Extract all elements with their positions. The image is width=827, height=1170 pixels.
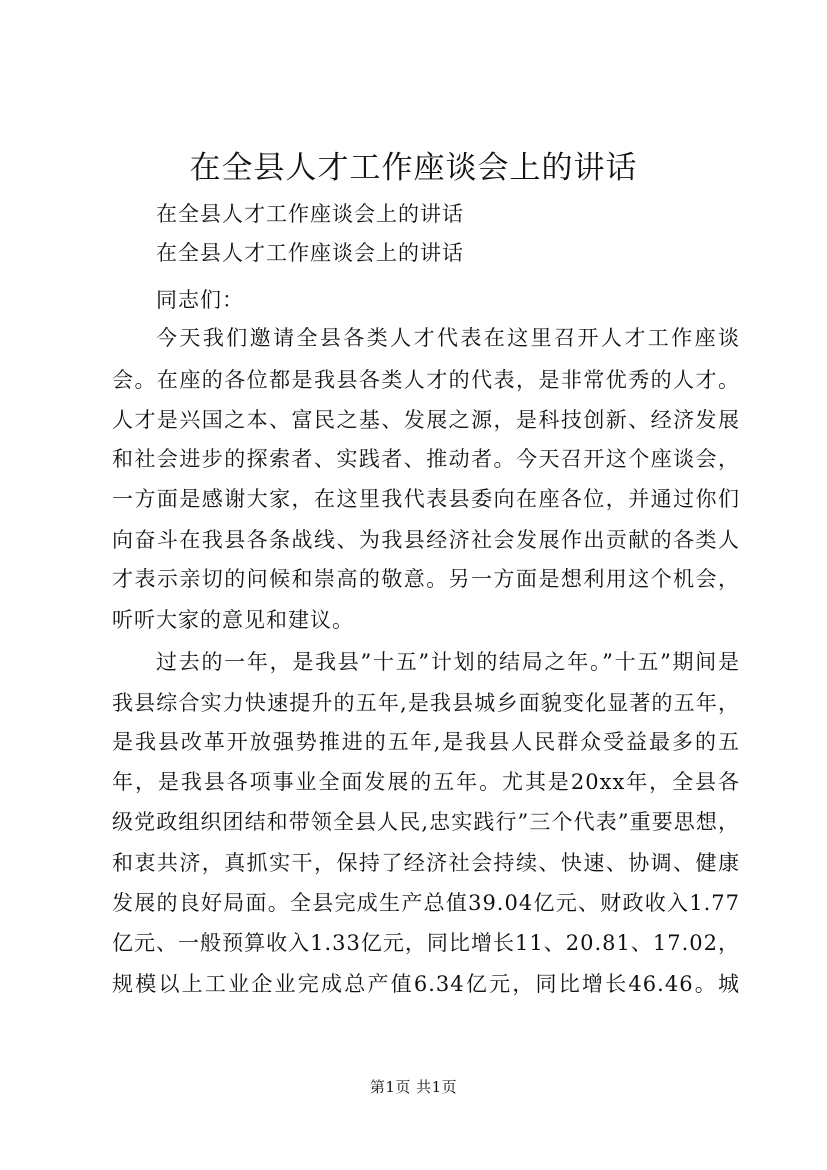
paragraph-line: 年，是我县各项事业全面发展的五年。尤其是20xx年，全县各 — [112, 770, 740, 794]
salutation: 同志们： — [156, 288, 244, 312]
paragraph-line: 我县综合实力快速提升的五年,是我县城乡面貌变化显著的五年， — [112, 691, 740, 715]
paragraph-line: 才表示亲切的问候和崇高的敬意。另一方面是想利用这个机会， — [112, 567, 740, 591]
page-number-footer: 第1页 共1页 — [369, 1078, 458, 1096]
paragraph-line: 级党政组织团结和带领全县人民,忠实践行”三个代表”重要思想， — [112, 810, 740, 834]
paragraph-line: 今天我们邀请全县各类人才代表在这里召开人才工作座谈 — [156, 326, 740, 350]
paragraph-line: 是我县改革开放强势推进的五年,是我县人民群众受益最多的五 — [112, 730, 740, 754]
document-title: 在全县人才工作座谈会上的讲话 — [189, 150, 638, 186]
paragraph-line: 规模以上工业企业完成总产值6.34亿元，同比增长46.46。城 — [112, 972, 740, 996]
paragraph-line: 向奋斗在我县各条战线、为我县经济社会发展作出贡献的各类人 — [112, 528, 740, 552]
paragraph-line: 过去的一年，是我县”十五”计划的结局之年。”十五”期间是 — [156, 650, 740, 674]
subtitle-line: 在全县人才工作座谈会上的讲话 — [156, 202, 464, 226]
paragraph-line: 亿元、一般预算收入1.33亿元，同比增长11、20.81、17.02， — [112, 931, 740, 955]
paragraph-line: 会。在座的各位都是我县各类人才的代表，是非常优秀的人才。 — [112, 368, 740, 392]
paragraph-line: 听听大家的意见和建议。 — [112, 608, 354, 632]
paragraph-line: 和社会进步的探索者、实践者、推动者。今天召开这个座谈会， — [112, 447, 740, 471]
paragraph-line: 和衷共济，真抓实干，保持了经济社会持续、快速、协调、健康 — [112, 851, 740, 875]
paragraph-line: 人才是兴国之本、富民之基、发展之源，是科技创新、经济发展 — [112, 408, 740, 432]
subtitle-line: 在全县人才工作座谈会上的讲话 — [156, 241, 464, 265]
paragraph-line: 一方面是感谢大家，在这里我代表县委向在座各位，并通过你们 — [112, 487, 740, 511]
paragraph-line: 发展的良好局面。全县完成生产总值39.04亿元、财政收入1.77 — [112, 891, 740, 915]
